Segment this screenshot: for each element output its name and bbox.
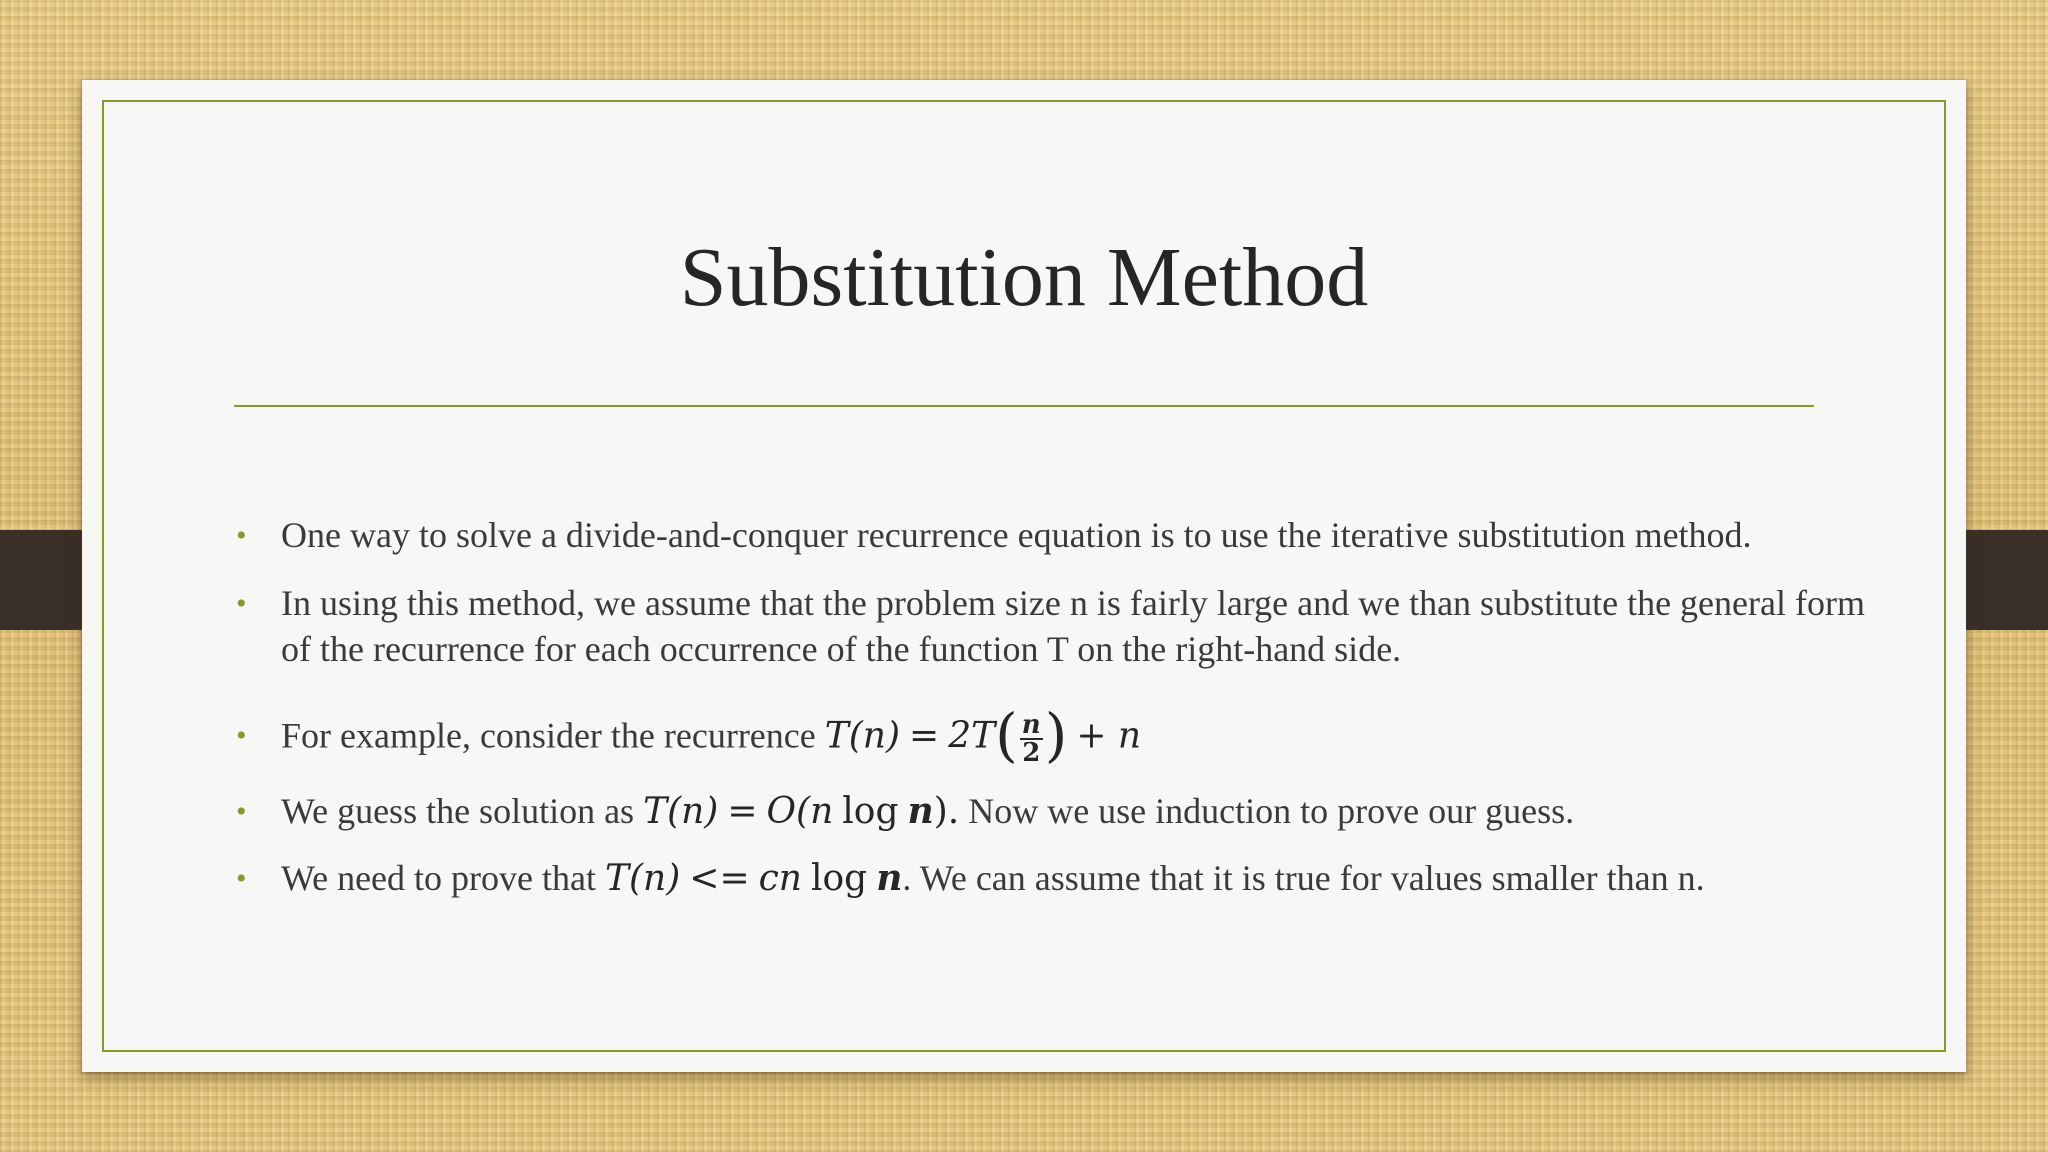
bullet-4-text: We guess the solution as (281, 791, 644, 831)
prove-bold-n: n (876, 857, 903, 899)
bullet-4-text-after: Now we use induction to prove our guess. (959, 791, 1575, 831)
guess-big-o: O(n (766, 791, 834, 832)
guess-lhs: T(n) (643, 791, 719, 832)
recurrence-coefficient: 2T (948, 715, 996, 757)
prove-operator: <= (689, 858, 750, 899)
guess-equals: = (727, 791, 758, 832)
guess-bold-n: n (907, 790, 934, 832)
slide-title: Substitution Method (679, 231, 1369, 324)
prove-lhs: T(n) (604, 858, 681, 899)
recurrence-equals: = (909, 715, 940, 757)
bullet-3-text: For example, consider the recurrence (281, 715, 825, 756)
bullet-2-text: In using this method, we assume that the problem size n is fairly large and we than substitute the general form of the recurrence for each occurrence of the function T on the right-hand side. (281, 583, 1865, 669)
bullet-list (234, 512, 1874, 902)
title-divider (234, 405, 1814, 407)
bullet-dot-icon: • (236, 719, 247, 752)
guess-close: ). (933, 791, 960, 832)
prove-rhs: cn (758, 858, 802, 899)
bullet-item-1 (234, 512, 1874, 558)
fraction-denominator: 2 (1022, 738, 1041, 768)
right-paren-glyph: ) (1044, 701, 1068, 770)
bullet-5-text-after: . We can assume that it is true for values smaller than n. (902, 858, 1705, 898)
bullet-dot-icon: • (236, 587, 247, 620)
bullet-1-text: One way to solve a divide-and-conquer recurrence equation is to use the iterative substitution method. (281, 515, 1752, 555)
guess-log: log (842, 791, 899, 832)
bullet-dot-icon: • (236, 862, 247, 895)
fraction-numerator: n (1021, 710, 1041, 740)
bullet-item-4 (234, 788, 1874, 835)
bullet-dot-icon: • (236, 519, 247, 552)
slide-canvas (82, 80, 1966, 1072)
bullet-dot-icon: • (236, 795, 247, 828)
bullet-item-5 (234, 855, 1874, 902)
fraction-n-over-2 (1020, 712, 1043, 766)
bullet-item-3 (234, 701, 1874, 770)
prove-log: log (810, 858, 868, 899)
left-paren-glyph: ( (995, 701, 1018, 770)
recurrence-tail: + n (1076, 715, 1142, 757)
recurrence-lhs: T(n) (824, 715, 901, 757)
bullet-5-text: We need to prove that (281, 858, 605, 898)
bullet-item-2 (234, 580, 1874, 672)
